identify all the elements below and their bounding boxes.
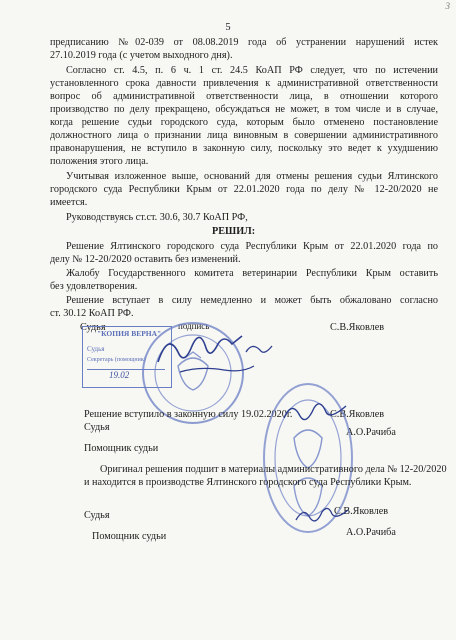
paragraph-2-line-6: должностного лица о признании лица виновным в совершении административного [50, 130, 438, 141]
judge-label-2: Судья [84, 422, 110, 433]
judge-name-2: С.В.Яковлев [330, 409, 385, 420]
signature-word: подпись [178, 321, 210, 331]
paragraph-2-line-1: Согласно ст. 4.5, п. 6 ч. 1 ст. 24.5 КоАП РФ следует, что по истечении [66, 65, 438, 76]
paragraph-6-line-2: без удовлетворения. [50, 281, 138, 292]
handwritten-signature-2 [280, 392, 350, 432]
paragraph-5-line-1: Решение Ялтинского городского суда Республики Крым от 22.01.2020 года по [66, 241, 438, 252]
paragraph-3-line-3: имеется. [50, 197, 88, 208]
effective-date-line: Решение вступило в законную силу 19.02.2020г. [84, 409, 293, 420]
copy-stamp-title: "КОПИЯ ВЕРНА" [97, 329, 162, 338]
page-number: 5 [225, 22, 231, 33]
paragraph-2-line-3: вопрос об административной ответственности лица, в отношении которого [50, 91, 438, 102]
paragraph-2-line-7: правонарушения, не вступило в законную силу, поскольку это ведет к ухудшению [50, 143, 438, 154]
assistant-name-2: А.О.Рачиба [346, 527, 396, 538]
paragraph-5-line-2: делу № 12-20/2020 оставить без изменений. [50, 254, 241, 265]
paragraph-2-line-4: производство по делу прекращено, обсуждаться не может, в том числе и в случае, [50, 104, 438, 115]
assistant-label-1: Помощник судьи [84, 443, 159, 454]
judge-label-1: Судья [80, 322, 106, 333]
copy-stamp-date: 19.02 [109, 370, 130, 380]
copy-stamp-row-2: Секретарь (помощник) [87, 357, 146, 363]
paragraph-7-line-1: Решение вступает в силу немедленно и может быть обжаловано согласно [66, 295, 438, 306]
handwritten-signature-3 [292, 500, 352, 530]
paragraph-2-line-8: положения этого лица. [50, 156, 149, 167]
paragraph-3-line-1: Учитывая изложенное выше, оснований для отмены решения судьи Ялтинского [66, 171, 438, 182]
paragraph-6-line-1: Жалобу Государственного комитета ветеринарии Республики Крым оставить [66, 268, 438, 279]
judge-name-3: С.В.Яковлев [334, 506, 389, 517]
original-note-line-2: и находится в производстве Ялтинского городского суда Республики Крым. [84, 477, 412, 488]
paragraph-2-line-5: когда решение судьи городского суда, которым было отменено постановление [50, 117, 438, 128]
decision-heading: РЕШИЛ: [212, 226, 256, 237]
assistant-name-1: А.О.Рачиба [346, 427, 396, 438]
paragraph-2-line-2: установленного срока давности привлечения к административной ответственности [50, 78, 438, 89]
eagle-emblem-icon [294, 430, 322, 468]
paragraph-7-line-2: ст. 30.12 КоАП РФ. [50, 308, 134, 319]
assistant-label-2: Помощник судьи [92, 531, 167, 542]
paragraph-3-line-2: городского суда Республики Крым от 22.01.2020 года по делу № 12-20/2020 не [50, 184, 438, 195]
corner-mark: 3 [445, 1, 450, 11]
paragraph-1-line-2: 27.10.2019 года (с учетом выходного дня). [50, 50, 233, 61]
judge-label-3: Судья [84, 510, 110, 521]
paragraph-1-line-1: предписанию №02-039 от 08.08.2019 года об устранении нарушений истек [50, 37, 438, 48]
copy-stamp-row-1: Судья [87, 345, 105, 353]
original-note-line-1: Оригинал решения подшит в материалы административного дела № 12-20/2020 [100, 464, 447, 475]
judge-name-1: С.В.Яковлев [330, 322, 385, 333]
legal-basis-line: Руководствуясь ст.ст. 30.6, 30.7 КоАП РФ, [66, 212, 248, 223]
